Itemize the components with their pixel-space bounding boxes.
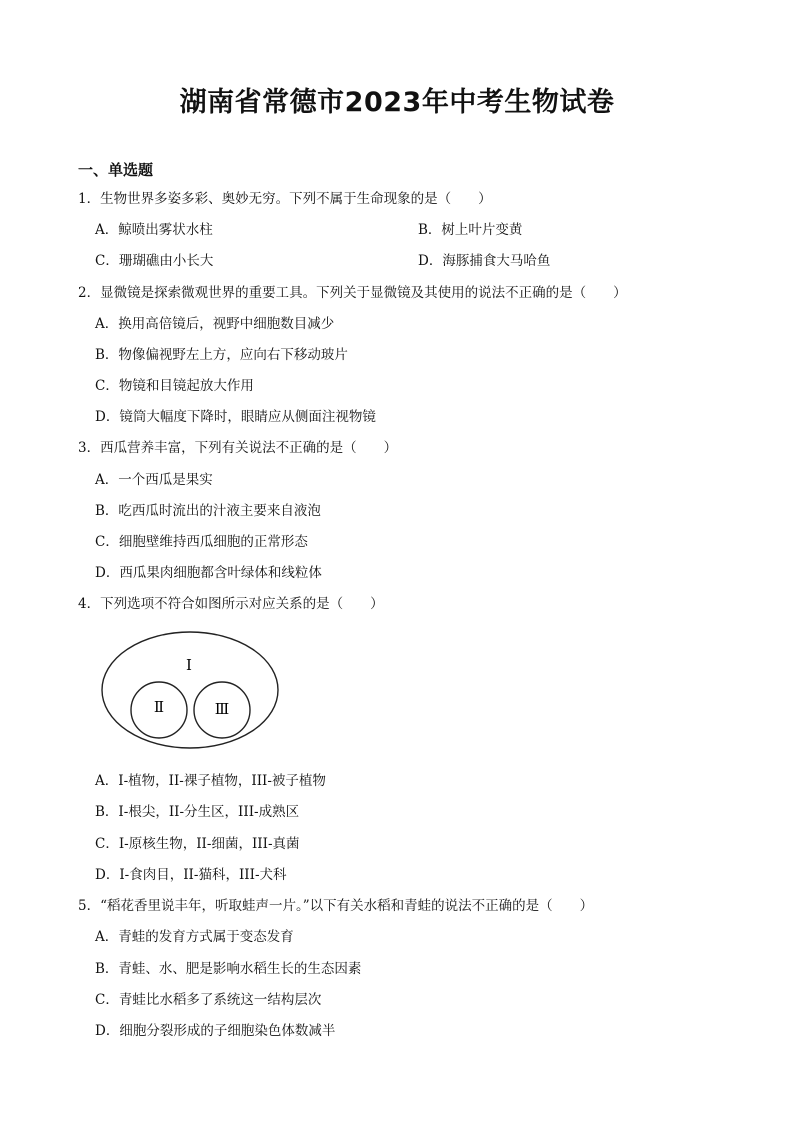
- question-5-option-c: C．青蛙比水稻多了系统这一结构层次: [95, 992, 322, 1008]
- question-3-option-d: D．西瓜果肉细胞都含叶绿体和线粒体: [95, 565, 322, 581]
- question-1-option-b: B．树上叶片变黄: [418, 222, 523, 238]
- question-1-option-d: D．海豚捕食大马哈鱼: [418, 253, 551, 269]
- question-1-option-a: A．鲸喷出雾状水柱: [95, 222, 213, 238]
- question-2-option-a: A．换用高倍镜后，视野中细胞数目减少: [95, 316, 335, 332]
- question-4-option-a: A．I-植物，II-裸子植物，III-被子植物: [95, 773, 326, 789]
- question-4-option-b: B．I-根尖，II-分生区，III-成熟区: [95, 804, 300, 820]
- question-5-option-d: D．细胞分裂形成的子细胞染色体数减半: [95, 1023, 336, 1039]
- left-label: Ⅱ: [153, 698, 165, 716]
- question-3-option-c: C．细胞壁维持西瓜细胞的正常形态: [95, 534, 308, 550]
- section-heading: 一、单选题: [78, 161, 154, 179]
- question-1-stem: 1．生物世界多姿多彩、奥妙无穷。下列不属于生命现象的是（ ）: [78, 191, 492, 207]
- question-2-option-c: C．物镜和目镜起放大作用: [95, 378, 254, 394]
- question-3-option-a: A．一个西瓜是果实: [95, 472, 213, 488]
- question-5-option-a: A．青蛙的发育方式属于变态发育: [95, 929, 294, 945]
- question-2-stem: 2．显微镜是探索微观世界的重要工具。下列关于显微镜及其使用的说法不正确的是（ ）: [78, 285, 627, 301]
- question-4-venn-diagram: [98, 626, 284, 752]
- question-5-stem: 5．“稻花香里说丰年，听取蛙声一片。”以下有关水稻和青蛙的说法不正确的是（ ）: [78, 898, 594, 914]
- outer-ellipse: [102, 632, 278, 748]
- question-4-option-d: D．I-食肉目，II-猫科，III-犬科: [95, 867, 287, 883]
- question-5-option-b: B．青蛙、水、肥是影响水稻生长的生态因素: [95, 961, 362, 977]
- question-4-option-c: C．I-原核生物，II-细菌，III-真菌: [95, 836, 300, 852]
- outer-label: Ⅰ: [186, 656, 192, 674]
- question-2-option-b: B．物像偏视野左上方，应向右下移动玻片: [95, 347, 348, 363]
- question-4-stem: 4．下列选项不符合如图所示对应关系的是（ ）: [78, 596, 384, 612]
- right-label: Ⅲ: [214, 700, 230, 718]
- question-3-option-b: B．吃西瓜时流出的汁液主要来自液泡: [95, 503, 321, 519]
- question-2-option-d: D．镜筒大幅度下降时，眼睛应从侧面注视物镜: [95, 409, 376, 425]
- question-1-option-c: C．珊瑚礁由小长大: [95, 253, 214, 269]
- question-3-stem: 3．西瓜营养丰富，下列有关说法不正确的是（ ）: [78, 440, 398, 456]
- page-title: 湖南省常德市2023年中考生物试卷: [179, 87, 615, 118]
